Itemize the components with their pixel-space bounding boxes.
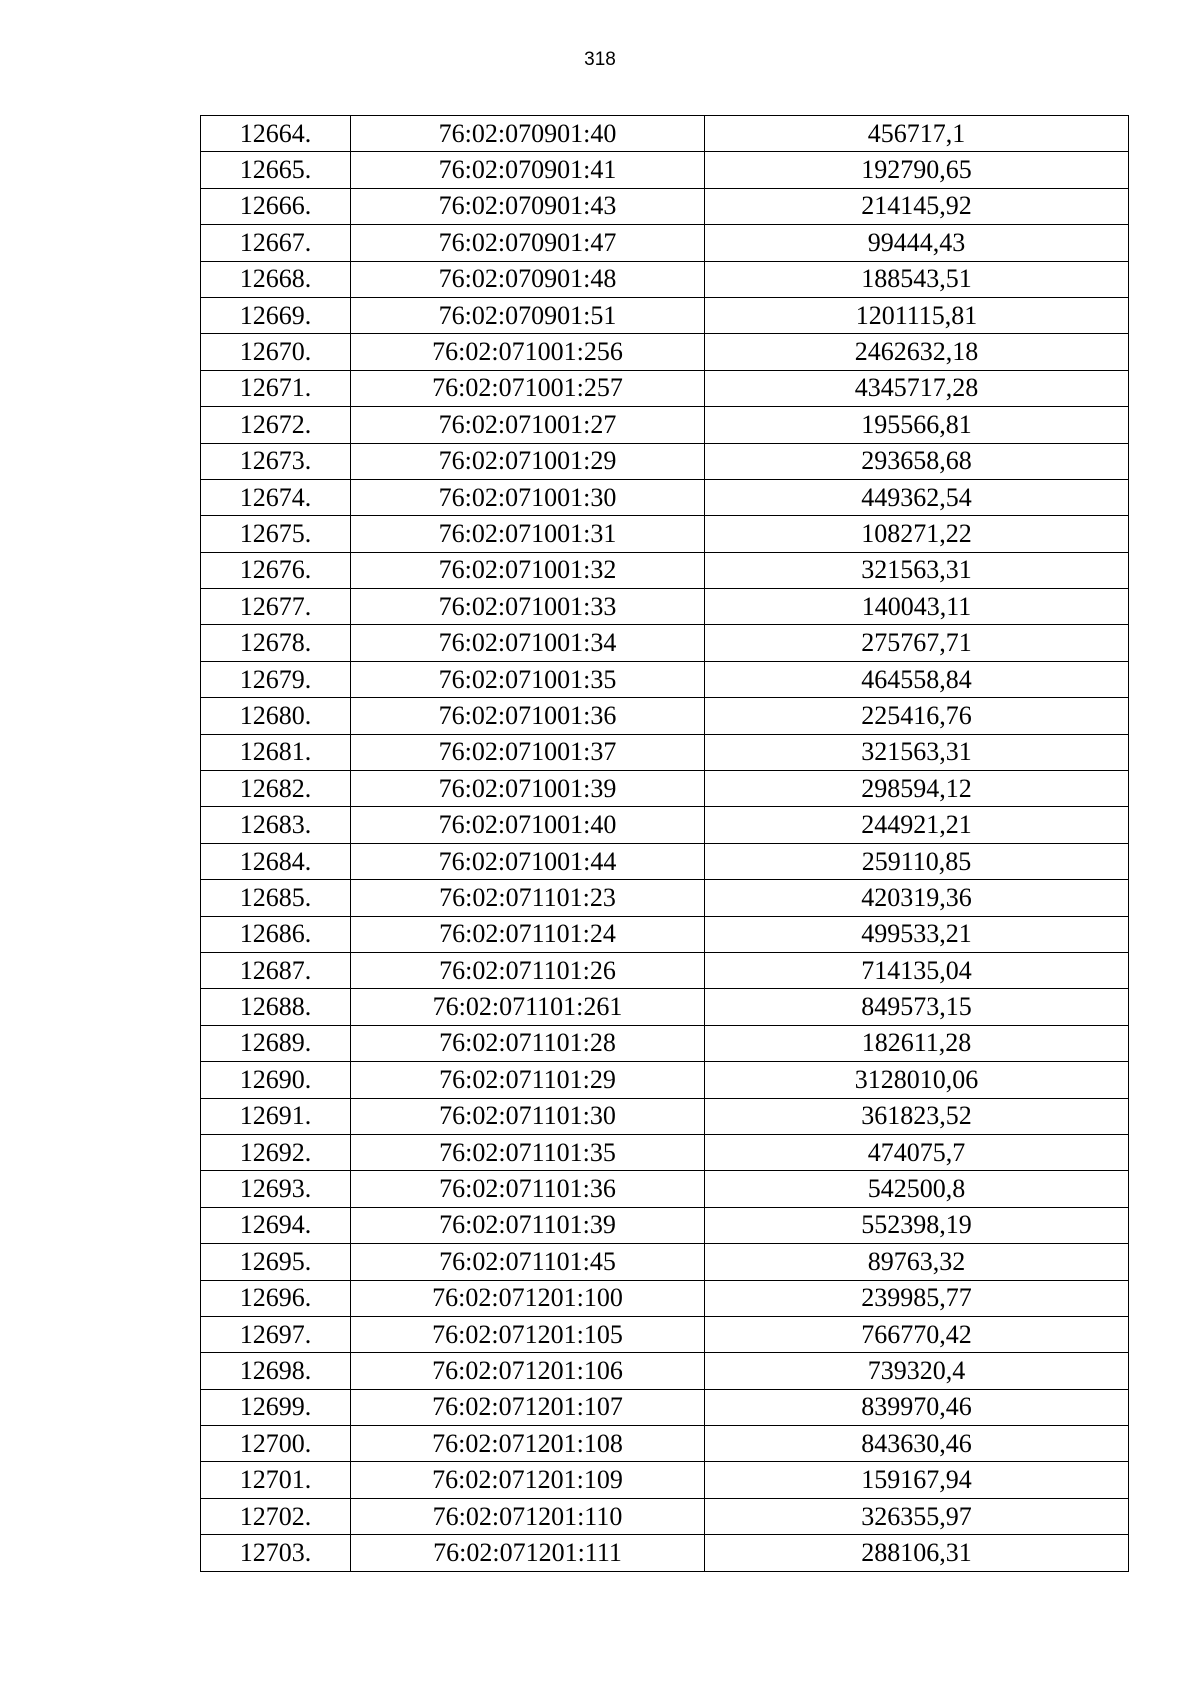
row-number-cell: 12694.: [201, 1207, 351, 1243]
cadastral-value-cell: 420319,36: [705, 880, 1129, 916]
table-row: [201, 843, 1129, 879]
table-row: [201, 1244, 1129, 1280]
cadastral-value-cell: 225416,76: [705, 698, 1129, 734]
cadastral-value-cell: 499533,21: [705, 916, 1129, 952]
row-number-cell: 12673.: [201, 443, 351, 479]
row-number-cell: 12685.: [201, 880, 351, 916]
cadastral-value-cell: 714135,04: [705, 952, 1129, 988]
cadastral-number-cell: 76:02:071101:24: [351, 916, 705, 952]
cadastral-value-cell: 275767,71: [705, 625, 1129, 661]
cadastral-number-cell: 76:02:071101:30: [351, 1098, 705, 1134]
row-number-cell: 12689.: [201, 1025, 351, 1061]
cadastral-number-cell: 76:02:071001:33: [351, 589, 705, 625]
table-row: [201, 1389, 1129, 1425]
cadastral-value-cell: 849573,15: [705, 989, 1129, 1025]
row-number-cell: 12703.: [201, 1535, 351, 1571]
cadastral-value-cell: 3128010,06: [705, 1062, 1129, 1098]
cadastral-value-cell: 89763,32: [705, 1244, 1129, 1280]
cadastral-number-cell: 76:02:070901:47: [351, 225, 705, 261]
cadastral-number-cell: 76:02:071101:261: [351, 989, 705, 1025]
cadastral-number-cell: 76:02:070901:51: [351, 297, 705, 333]
cadastral-number-cell: 76:02:071201:107: [351, 1389, 705, 1425]
cadastral-value-cell: 244921,21: [705, 807, 1129, 843]
cadastral-value-cell: 140043,11: [705, 589, 1129, 625]
cadastral-value-cell: 739320,4: [705, 1353, 1129, 1389]
cadastral-number-cell: 76:02:071001:256: [351, 334, 705, 370]
table-row: [201, 225, 1129, 261]
row-number-cell: 12697.: [201, 1316, 351, 1352]
row-number-cell: 12681.: [201, 734, 351, 770]
cadastral-value-cell: 159167,94: [705, 1462, 1129, 1498]
row-number-cell: 12668.: [201, 261, 351, 297]
cadastral-number-cell: 76:02:071201:110: [351, 1498, 705, 1534]
row-number-cell: 12667.: [201, 225, 351, 261]
cadastral-number-cell: 76:02:071001:32: [351, 552, 705, 588]
row-number-cell: 12679.: [201, 661, 351, 697]
cadastral-value-cell: 1201115,81: [705, 297, 1129, 333]
cadastral-number-cell: 76:02:071101:45: [351, 1244, 705, 1280]
cadastral-number-cell: 76:02:071101:36: [351, 1171, 705, 1207]
table-row: [201, 152, 1129, 188]
table-row: [201, 1426, 1129, 1462]
cadastral-number-cell: 76:02:071201:100: [351, 1280, 705, 1316]
cadastral-value-cell: 474075,7: [705, 1134, 1129, 1170]
table-row: [201, 1280, 1129, 1316]
row-number-cell: 12700.: [201, 1426, 351, 1462]
table-row: [201, 1353, 1129, 1389]
table-row: [201, 734, 1129, 770]
table-row: [201, 297, 1129, 333]
table-row: [201, 589, 1129, 625]
table-row: [201, 479, 1129, 515]
row-number-cell: 12691.: [201, 1098, 351, 1134]
cadastral-number-cell: 76:02:071001:35: [351, 661, 705, 697]
cadastral-number-cell: 76:02:071001:39: [351, 771, 705, 807]
cadastral-value-cell: 552398,19: [705, 1207, 1129, 1243]
cadastral-number-cell: 76:02:071201:111: [351, 1535, 705, 1571]
row-number-cell: 12677.: [201, 589, 351, 625]
cadastral-value-cell: 839970,46: [705, 1389, 1129, 1425]
cadastral-number-cell: 76:02:071001:40: [351, 807, 705, 843]
table-row: [201, 698, 1129, 734]
row-number-cell: 12696.: [201, 1280, 351, 1316]
cadastral-number-cell: 76:02:071101:29: [351, 1062, 705, 1098]
row-number-cell: 12695.: [201, 1244, 351, 1280]
cadastral-number-cell: 76:02:071001:37: [351, 734, 705, 770]
table-row: [201, 334, 1129, 370]
table-row: [201, 1462, 1129, 1498]
row-number-cell: 12672.: [201, 407, 351, 443]
table-row: [201, 552, 1129, 588]
cadastral-value-cell: 293658,68: [705, 443, 1129, 479]
table-row: [201, 625, 1129, 661]
table-row: [201, 661, 1129, 697]
cadastral-number-cell: 76:02:071001:30: [351, 479, 705, 515]
row-number-cell: 12692.: [201, 1134, 351, 1170]
cadastral-value-cell: 182611,28: [705, 1025, 1129, 1061]
cadastral-value-cell: 298594,12: [705, 771, 1129, 807]
table-row: [201, 1062, 1129, 1098]
table-row: [201, 1498, 1129, 1534]
cadastral-number-cell: 76:02:071201:105: [351, 1316, 705, 1352]
table-row: [201, 370, 1129, 406]
row-number-cell: 12678.: [201, 625, 351, 661]
cadastral-number-cell: 76:02:071001:34: [351, 625, 705, 661]
cadastral-number-cell: 76:02:071101:23: [351, 880, 705, 916]
table-row: [201, 1207, 1129, 1243]
cadastral-number-cell: 76:02:071201:106: [351, 1353, 705, 1389]
page-number: 318: [584, 49, 616, 70]
row-number-cell: 12665.: [201, 152, 351, 188]
cadastral-value-cell: 464558,84: [705, 661, 1129, 697]
cadastral-number-cell: 76:02:071201:108: [351, 1426, 705, 1462]
row-number-cell: 12683.: [201, 807, 351, 843]
cadastral-number-cell: 76:02:071001:31: [351, 516, 705, 552]
row-number-cell: 12671.: [201, 370, 351, 406]
table-row: [201, 407, 1129, 443]
table-row: [201, 1535, 1129, 1571]
table-row: [201, 1316, 1129, 1352]
cadastral-number-cell: 76:02:071001:36: [351, 698, 705, 734]
row-number-cell: 12693.: [201, 1171, 351, 1207]
cadastral-value-cell: 449362,54: [705, 479, 1129, 515]
row-number-cell: 12699.: [201, 1389, 351, 1425]
cadastral-value-cell: 542500,8: [705, 1171, 1129, 1207]
row-number-cell: 12666.: [201, 188, 351, 224]
cadastral-value-cell: 2462632,18: [705, 334, 1129, 370]
cadastral-value-cell: 456717,1: [705, 116, 1129, 152]
cadastral-value-cell: 259110,85: [705, 843, 1129, 879]
table-row: [201, 1134, 1129, 1170]
row-number-cell: 12682.: [201, 771, 351, 807]
cadastral-value-cell: 108271,22: [705, 516, 1129, 552]
cadastral-value-cell: 192790,65: [705, 152, 1129, 188]
row-number-cell: 12670.: [201, 334, 351, 370]
row-number-cell: 12674.: [201, 479, 351, 515]
row-number-cell: 12675.: [201, 516, 351, 552]
table-row: [201, 1098, 1129, 1134]
row-number-cell: 12698.: [201, 1353, 351, 1389]
cadastral-value-cell: 843630,46: [705, 1426, 1129, 1462]
table-row: [201, 771, 1129, 807]
row-number-cell: 12688.: [201, 989, 351, 1025]
table-row: [201, 443, 1129, 479]
row-number-cell: 12676.: [201, 552, 351, 588]
cadastral-value-cell: 321563,31: [705, 734, 1129, 770]
cadastral-value-cell: 321563,31: [705, 552, 1129, 588]
table-row: [201, 916, 1129, 952]
cadastral-value-cell: 99444,43: [705, 225, 1129, 261]
cadastral-value-cell: 195566,81: [705, 407, 1129, 443]
table-row: [201, 261, 1129, 297]
cadastral-number-cell: 76:02:070901:41: [351, 152, 705, 188]
table-row: [201, 116, 1129, 152]
cadastral-number-cell: 76:02:071001:29: [351, 443, 705, 479]
table-body: [201, 116, 1129, 1572]
row-number-cell: 12684.: [201, 843, 351, 879]
cadastral-number-cell: 76:02:071001:27: [351, 407, 705, 443]
cadastral-number-cell: 76:02:070901:40: [351, 116, 705, 152]
cadastral-number-cell: 76:02:071001:44: [351, 843, 705, 879]
table-row: [201, 188, 1129, 224]
cadastral-number-cell: 76:02:070901:43: [351, 188, 705, 224]
row-number-cell: 12701.: [201, 1462, 351, 1498]
cadastral-number-cell: 76:02:071101:28: [351, 1025, 705, 1061]
cadastral-number-cell: 76:02:071101:35: [351, 1134, 705, 1170]
cadastral-value-cell: 188543,51: [705, 261, 1129, 297]
cadastral-value-cell: 4345717,28: [705, 370, 1129, 406]
table-row: [201, 516, 1129, 552]
table-row: [201, 880, 1129, 916]
row-number-cell: 12686.: [201, 916, 351, 952]
row-number-cell: 12702.: [201, 1498, 351, 1534]
row-number-cell: 12669.: [201, 297, 351, 333]
row-number-cell: 12687.: [201, 952, 351, 988]
cadastral-value-cell: 214145,92: [705, 188, 1129, 224]
cadastral-value-table: [200, 115, 1129, 1572]
cadastral-value-cell: 766770,42: [705, 1316, 1129, 1352]
table-row: [201, 1025, 1129, 1061]
cadastral-value-cell: 239985,77: [705, 1280, 1129, 1316]
cadastral-value-cell: 326355,97: [705, 1498, 1129, 1534]
cadastral-number-cell: 76:02:071101:39: [351, 1207, 705, 1243]
cadastral-number-cell: 76:02:071201:109: [351, 1462, 705, 1498]
table-row: [201, 952, 1129, 988]
table-row: [201, 807, 1129, 843]
cadastral-value-cell: 288106,31: [705, 1535, 1129, 1571]
row-number-cell: 12680.: [201, 698, 351, 734]
cadastral-number-cell: 76:02:070901:48: [351, 261, 705, 297]
cadastral-value-cell: 361823,52: [705, 1098, 1129, 1134]
row-number-cell: 12664.: [201, 116, 351, 152]
table-row: [201, 1171, 1129, 1207]
cadastral-number-cell: 76:02:071001:257: [351, 370, 705, 406]
row-number-cell: 12690.: [201, 1062, 351, 1098]
cadastral-number-cell: 76:02:071101:26: [351, 952, 705, 988]
table-row: [201, 989, 1129, 1025]
